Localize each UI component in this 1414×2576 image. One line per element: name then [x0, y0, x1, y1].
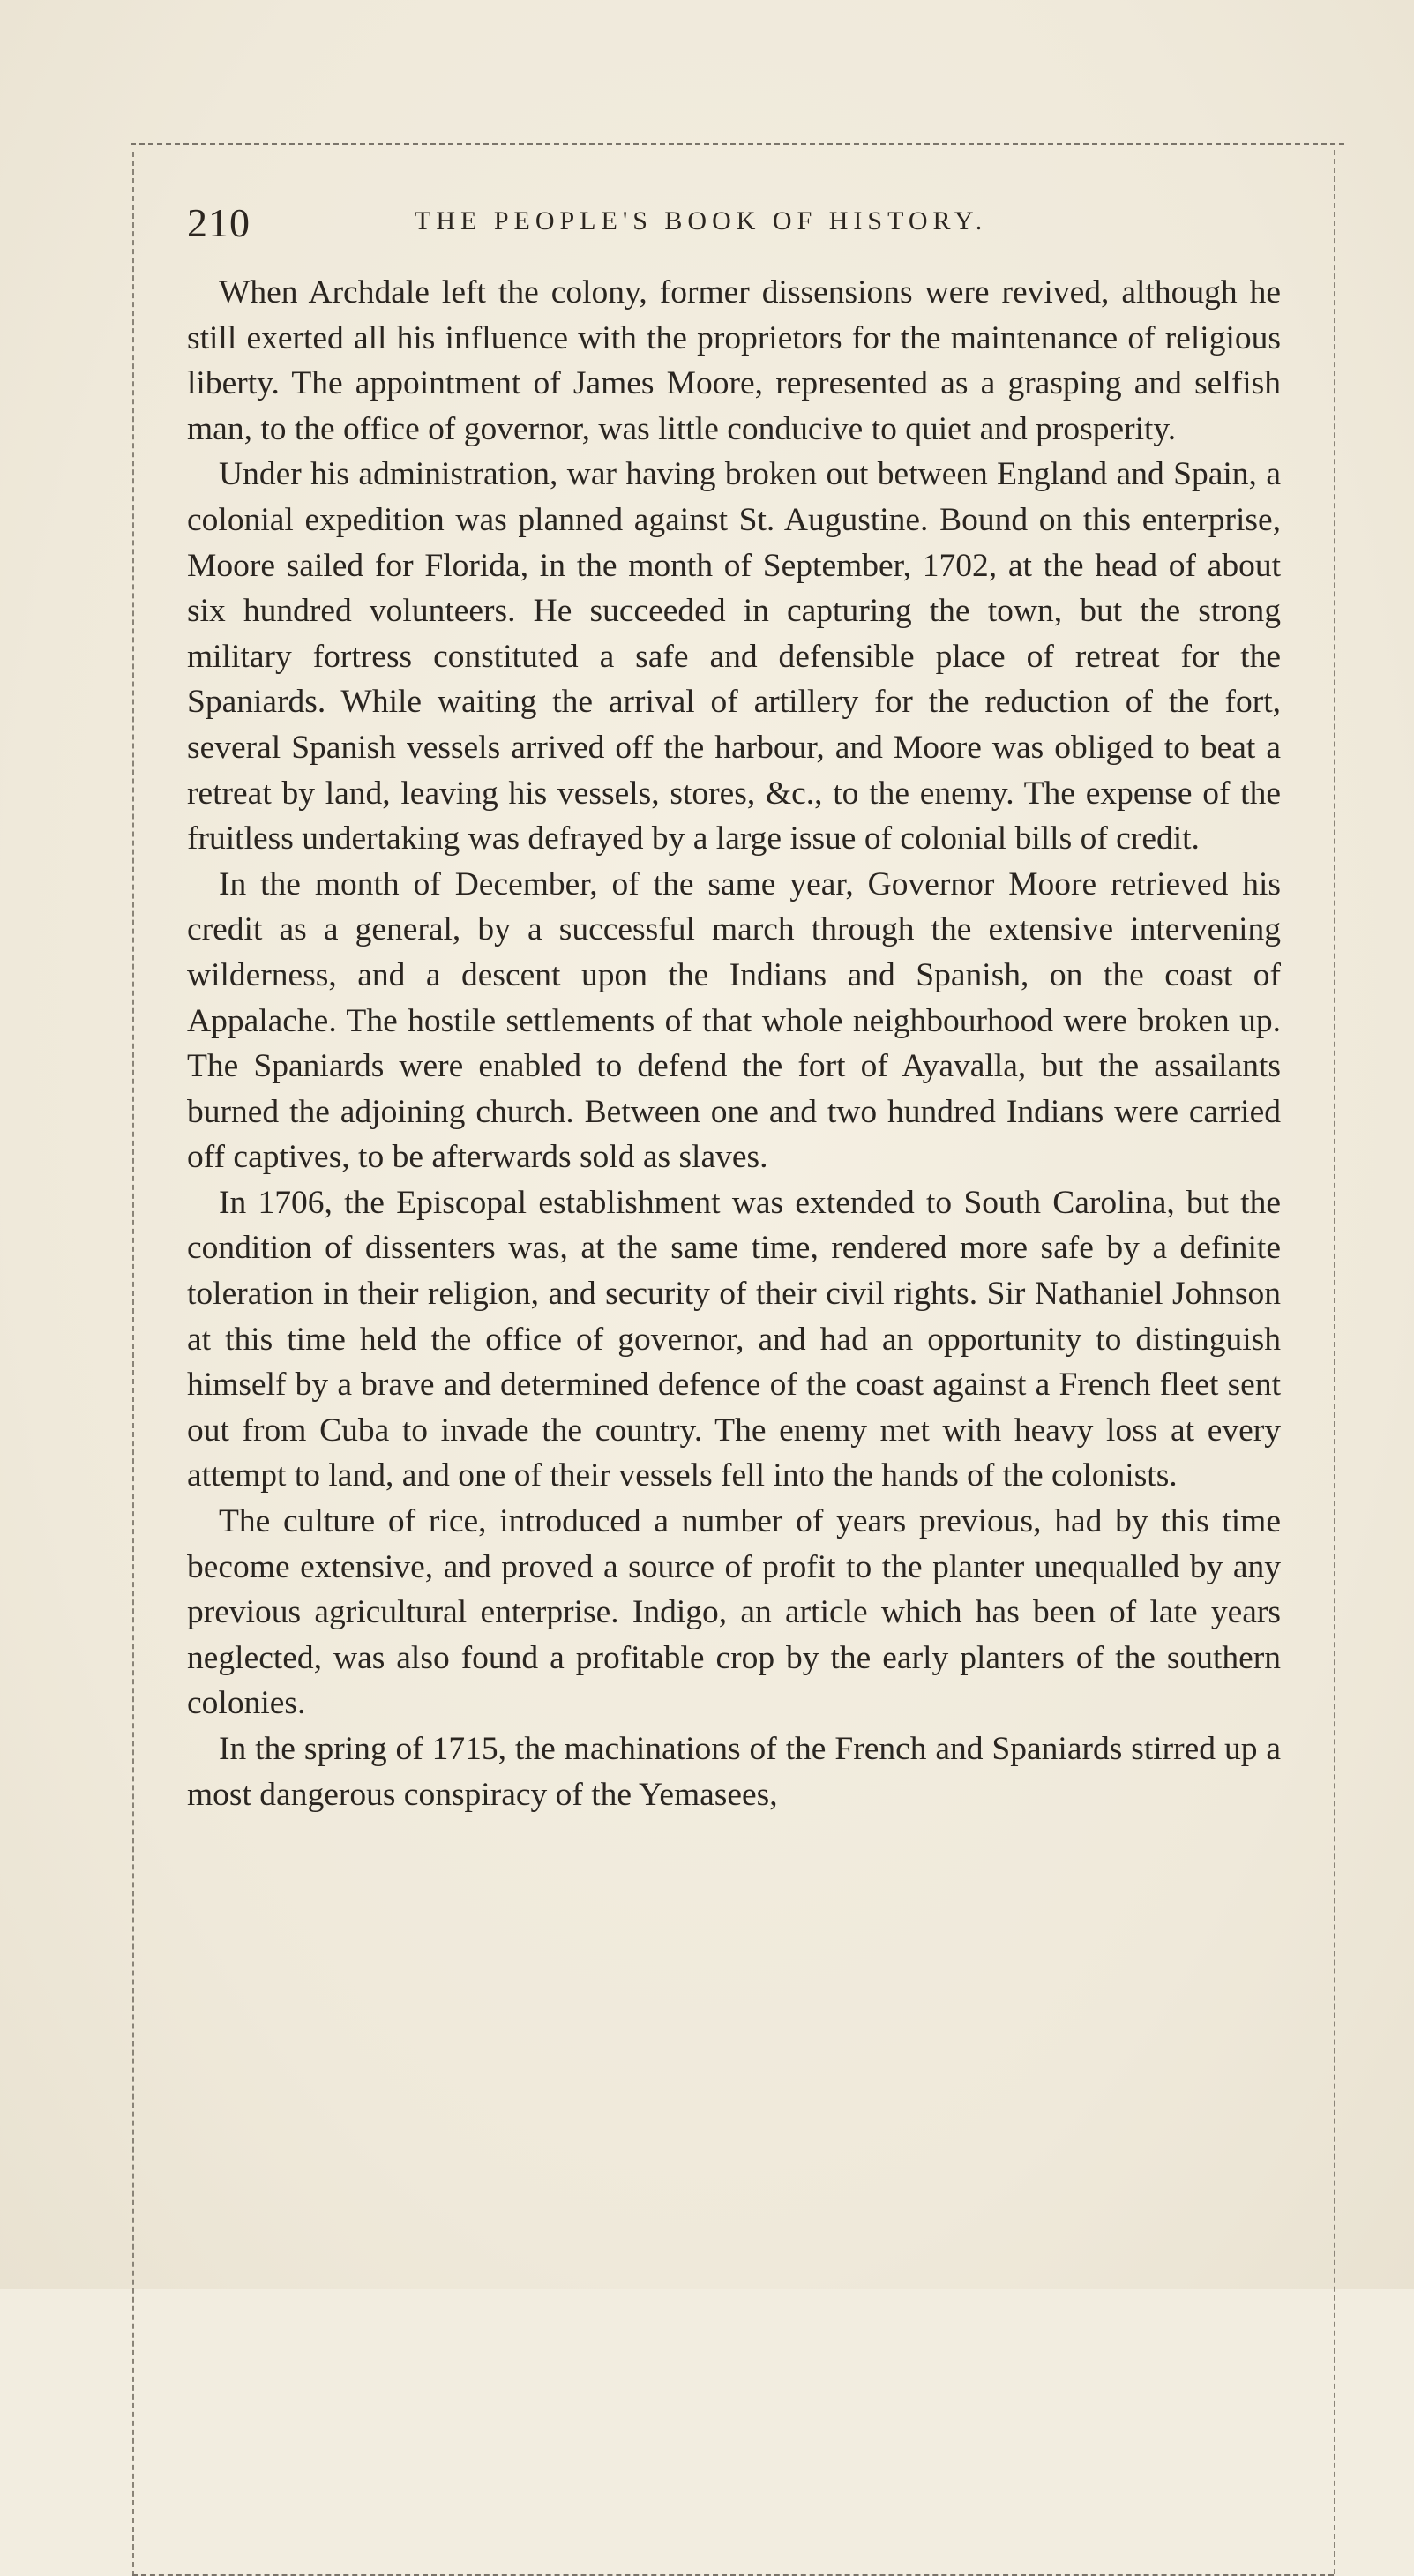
paragraph-appalache-march: In the month of December, of the same year, Governor Moore retrieved his credit as a general, by a successful march through the extensive intervening wilderness, and a descent upon the Indians and Spanish, on the coast of Appalache. The hostile settlements of that whole neighbourhood were broken up. The Spaniards were enabled to defend the fort of Ayavalla, but the assailants burned the adjoining church. Between one and two hundred Indians were carried off captives, to be afterwards sold as slaves.	[187, 865, 1281, 1176]
page-header	[187, 199, 1281, 252]
frame-top-rule	[131, 143, 1344, 145]
frame-left-rule	[132, 152, 134, 2576]
paragraph-rice-culture: The culture of rice, introduced a number of years previous, had by this time become extensive, and proved a source of profit to the planter unequalled by any previous agricultural enterprise. Indigo, an article which has been of late years neglected, was also found a profitable crop by the early planters of the southern colonies.	[187, 1503, 1281, 1722]
paragraph-episcopal-establishment: In 1706, the Episcopal establishment was extended to South Carolina, but the condition of dissenters was, at the same time, rendered more safe by a definite toleration in their religion, and security of their civil rights. Sir Nathaniel Johnson at this time held the office of governor, and had an opportunity to distinguish himself by a brave and determined defence of the coast against a French fleet sent out from Cuba to invade the country. The enemy met with heavy loss at every attempt to land, and one of their vessels fell into the hands of the colonists.	[187, 1184, 1281, 1494]
running-head: THE PEOPLE'S BOOK OF HISTORY.	[415, 206, 988, 236]
paragraph-st-augustine-expedition: Under his administration, war having broken out between England and Spain, a colonial expedition was planned against St. Augustine. Bound on this enterprise, Moore sailed for Florida, in the month of September, 1702, at the head of about six hundred volunteers. He succeeded in capturing the town, but the strong military fortress constituted a safe and defensible place of retreat for the Spaniards. While waiting the arrival of artillery for the reduction of the fort, several Spanish vessels arrived off the harbour, and Moore was obliged to beat a retreat by land, leaving his vessels, stores, &c., to the enemy. The expense of the fruitless undertaking was defrayed by a large issue of colonial bills of credit.	[187, 456, 1281, 857]
paragraph-yemasee-conspiracy: In the spring of 1715, the machinations of the French and Spaniards stirred up a most dangerous conspiracy of the Yemasees,	[187, 1731, 1281, 1813]
page-body	[187, 270, 1281, 1817]
paragraph-archdale: When Archdale left the colony, former dissensions were revived, although he still exerted all his influence with the proprietors for the maintenance of religious liberty. The appointment of James Moore, represented as a grasping and selfish man, to the office of governor, was little conducive to quiet and prosperity.	[187, 274, 1281, 447]
frame-right-rule	[1334, 150, 1335, 2574]
page-number: 210	[187, 200, 251, 245]
